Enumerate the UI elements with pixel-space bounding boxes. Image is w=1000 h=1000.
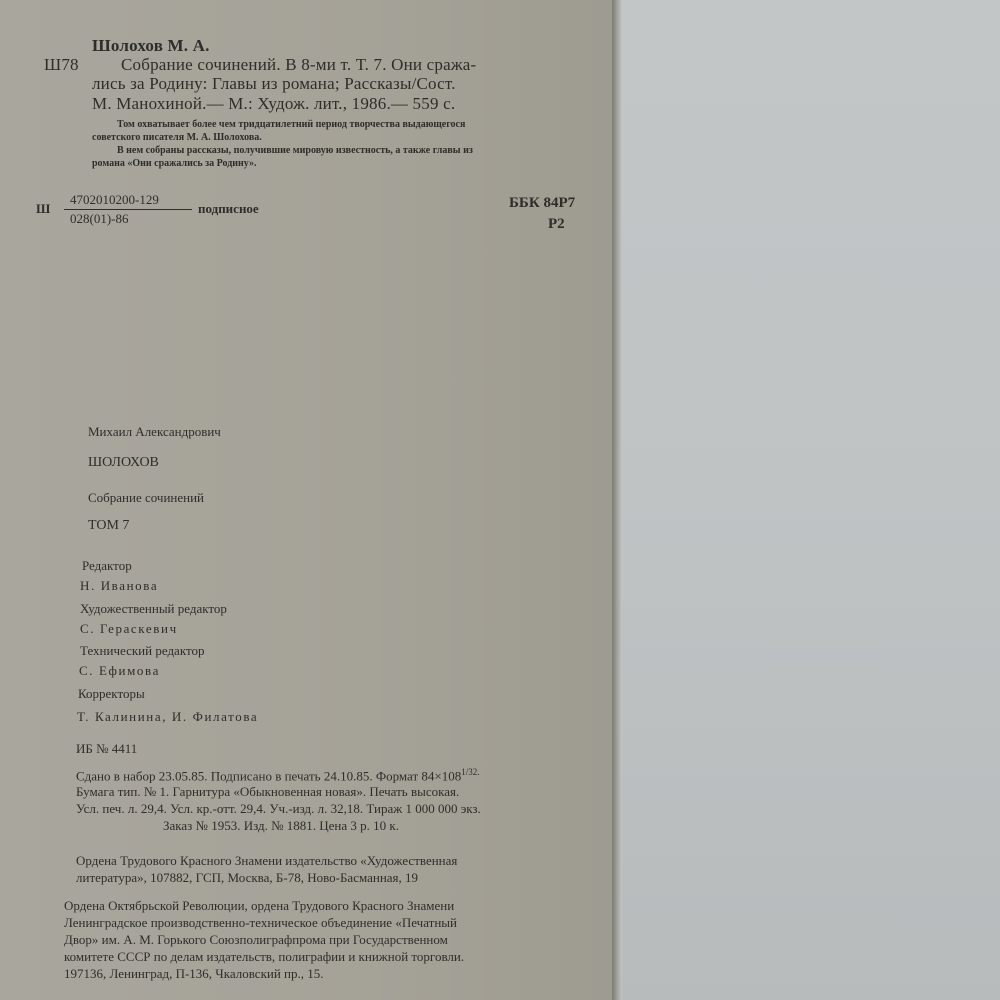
art-editor-label: Художественный редактор (80, 601, 227, 616)
publisher-line-1: Ордена Трудового Красного Знамени издательство «Художественная (76, 853, 458, 868)
editor-name: Н. Иванова (80, 578, 159, 593)
editor-label: Редактор (82, 558, 132, 573)
author-surname: ШОЛОХОВ (88, 455, 159, 470)
collection-title: Собрание сочинений (88, 490, 205, 505)
bib-line-1: Собрание сочинений. В 8-ми т. Т. 7. Они сража- (121, 55, 477, 74)
abstract-line-3: В нем собраны рассказы, получившие мировую известность, а также главы из (117, 145, 473, 156)
print-info-line-3: Усл. печ. л. 29,4. Усл. кр.-отт. 29,4. Уч.-изд. л. 32,18. Тираж 1 000 000 экз. (76, 801, 481, 816)
author-first-name: Михаил Александрович (88, 424, 221, 439)
index-numerator: 4702010200-129 (70, 192, 159, 207)
ib-number: ИБ № 4411 (76, 741, 138, 756)
bbk-code: ББК 84Р7 (509, 195, 576, 211)
format-fraction: 1/32. (461, 767, 480, 777)
correctors-names: Т. Калинина, И. Филатова (77, 709, 259, 724)
printer-line-5: 197136, Ленинград, П-136, Чкаловский пр., 15. (64, 966, 324, 981)
abstract-line-2: советского писателя М. А. Шолохова. (92, 132, 262, 143)
author-heading: Шолохов М. А. (92, 36, 210, 55)
volume-label: ТОМ 7 (88, 518, 130, 533)
bib-line-2: лись за Родину: Главы из романа; Рассказы/Сост. (92, 74, 456, 93)
printer-line-1: Ордена Октябрьской Революции, ордена Трудового Красного Знамени (64, 898, 455, 913)
tech-editor-name: С. Ефимова (79, 663, 160, 678)
abstract-line-1: Том охватывает более чем тридцатилетний период творчества выдающегося (117, 119, 466, 130)
tech-editor-label: Технический редактор (80, 643, 205, 658)
printer-line-4: комитете СССР по делам издательств, полиграфии и книжной торговли. (64, 949, 465, 964)
printer-line-3: Двор» им. А. М. Горького Союзполиграфпрома при Государственном (64, 932, 448, 947)
catalog-code: Ш78 (44, 55, 79, 74)
book-cover-inside (622, 0, 1000, 1000)
bib-line-3: М. Манохиной.— М.: Худож. лит., 1986.— 559 с. (92, 94, 456, 113)
index-denominator: 028(01)-86 (70, 211, 129, 226)
print-info-line-2: Бумага тип. № 1. Гарнитура «Обыкновенная новая». Печать высокая. (76, 784, 460, 799)
art-editor-name: С. Гераскевич (80, 621, 178, 636)
fraction-line (64, 209, 192, 210)
index-letter: Ш (36, 201, 51, 216)
subscription-label: подписное (198, 201, 259, 216)
abstract-line-4: романа «Они сражались за Родину». (92, 158, 257, 169)
page-edge-shadow (612, 0, 622, 1000)
print-info-line-4: Заказ № 1953. Изд. № 1881. Цена 3 р. 10 к. (163, 818, 399, 833)
bbk-code-2: Р2 (548, 216, 565, 232)
publisher-line-2: литература», 107882, ГСП, Москва, Б-78, Ново-Басманная, 19 (76, 870, 419, 885)
correctors-label: Корректоры (78, 686, 145, 701)
printer-line-2: Ленинградское производственно-техническое объединение «Печатный (64, 915, 457, 930)
print-info-line-1: Сдано в набор 23.05.85. Подписано в печать 24.10.85. Формат $84\times 108^{1/32.}$ (76, 767, 480, 784)
